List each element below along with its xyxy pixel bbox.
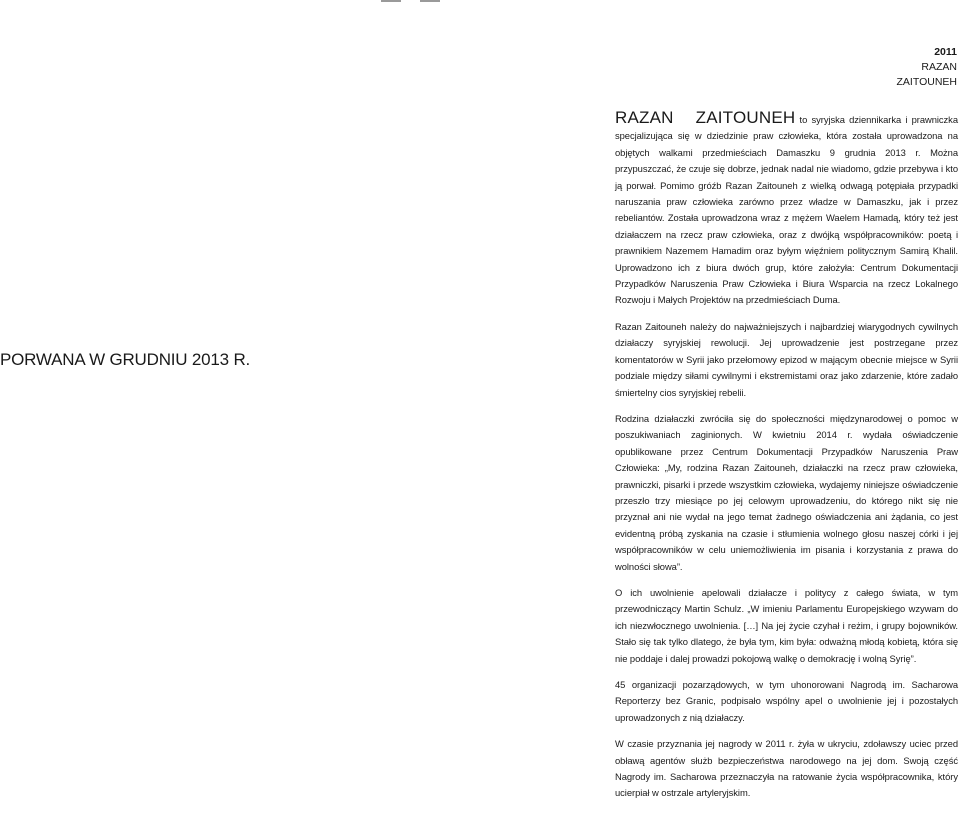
laureate-last-name: ZAITOUNEH bbox=[896, 76, 957, 88]
lead-first-name: RAZAN bbox=[615, 108, 674, 127]
laureate-header bbox=[897, 45, 957, 90]
lead-last-name: ZAITOUNEH bbox=[695, 108, 796, 127]
award-year: 2011 bbox=[934, 46, 957, 58]
article-paragraph-6: W czasie przyznania jej nagrody w 2011 r. żyła w ukryciu, zdoławszy uciec przed obławą agentów służb bezpieczeństwa narodowego na jej dom. Swoją część Nagrody im. Sacharowa przeznaczyła na ratowanie życia współpracownika, który ucierpiał w ostrzale artyleryjskim. bbox=[615, 738, 958, 799]
article-paragraph-2: Razan Zaitouneh należy do najważniejszych i najbardziej wiarygodnych cywilnych działaczy syryjskiej rewolucji. Jej uprowadzenie jest postrzegane przez komentatorów w Syrii jako przełomowy epizod w mającym obecnie miejsce w Syrii podziale między siłami cywilnymi i ekstremistami oraz jako zdarzenie, które zadało śmiertelny cios syryjskiej rebelii. bbox=[615, 320, 958, 398]
crop-mark-right bbox=[420, 0, 440, 2]
article-paragraph-5: 45 organizacji pozarządowych, w tym uhonorowani Nagrodą im. Sacharowa Reporterzy bez Granic, podpisało wspólny apel o uwolnienie jej i pozostałych uprowadzonych z nią działaczy. bbox=[615, 679, 958, 723]
side-heading: PORWANA W GRUDNIU 2013 R. bbox=[0, 350, 251, 369]
article-body bbox=[615, 110, 958, 812]
article-paragraph-1 bbox=[615, 110, 958, 309]
crop-mark-left bbox=[381, 0, 401, 2]
laureate-first-name: RAZAN bbox=[921, 61, 957, 73]
article-paragraph-4: O ich uwolnienie apelowali działacze i politycy z całego świata, w tym przewodniczący Martin Schulz. „W imieniu Parlamentu Europejskiego wzywam do ich niezwłocznego uwolnienia. […] Na jej życie czyhał i reżim, i grupy bojowników. Stało się tak tylko dlatego, że była tym, kim była: odważną młodą kobietą, która się nie poddaje i dalej prowadzi pokojową walkę o demokrację i wolną Syrię”. bbox=[615, 586, 958, 664]
paragraph-1-text: to syryjska dziennikarka i prawniczka specjalizująca się w dziedzinie praw człowieka, która została uprowadzona na objętych walkami przedmieściach Damaszku 9 grudnia 2013 r. Można przypuszczać, że czuje się dobrze, jednak nadal nie wiadomo, gdzie przebywa i kto ją porwał. Pomimo gróźb Razan Zaitouneh z wielką odwagą potępiała przypadki naruszania praw człowieka zarówno przez władze w Damaszku, jak i przez rebeliantów. Została uprowadzona wraz z mężem Waelem Hamadą, który też jest działaczem na rzecz praw człowieka, oraz z dwójką współpracowników: poetą i prawnikiem Nazemem Hamadim oraz byłym więźniem politycznym Samirą Khalil. Uprowadzono ich z biura dwóch grup, które założyła: Centrum Dokumentacji Przypadków Naruszenia Praw Człowieka i Biura Wsparcia na rzecz Lokalnego Rozwoju i Małych Projektów na przedmieściach Duma. bbox=[615, 114, 958, 306]
article-paragraph-3: Rodzina działaczki zwróciła się do społeczności międzynarodowej o pomoc w poszukiwaniach zaginionych. W kwietniu 2014 r. wydała oświadczenie opublikowane przez Centrum Dokumentacji Przypadków Naruszenia Praw Człowieka: „My, rodzina Razan Zaitouneh, działaczki na rzecz praw człowieka, prawniczki, pisarki i przede wszystkim człowieka, wydajemy niniejsze oświadczenie przeszło trzy miesiące po jej celowym uprowadzeniu, do którego nikt się nie przyznał ani nie wydał na jego temat żadnego oświadczenia ani żądania, co jest evidentną próbą zyskania na czasie i stłumienia wolnego głosu naszej córki i jej współpracowników w celu uniemożliwienia im pisania i korzystania z prawa do wolności słowa”. bbox=[615, 412, 958, 572]
